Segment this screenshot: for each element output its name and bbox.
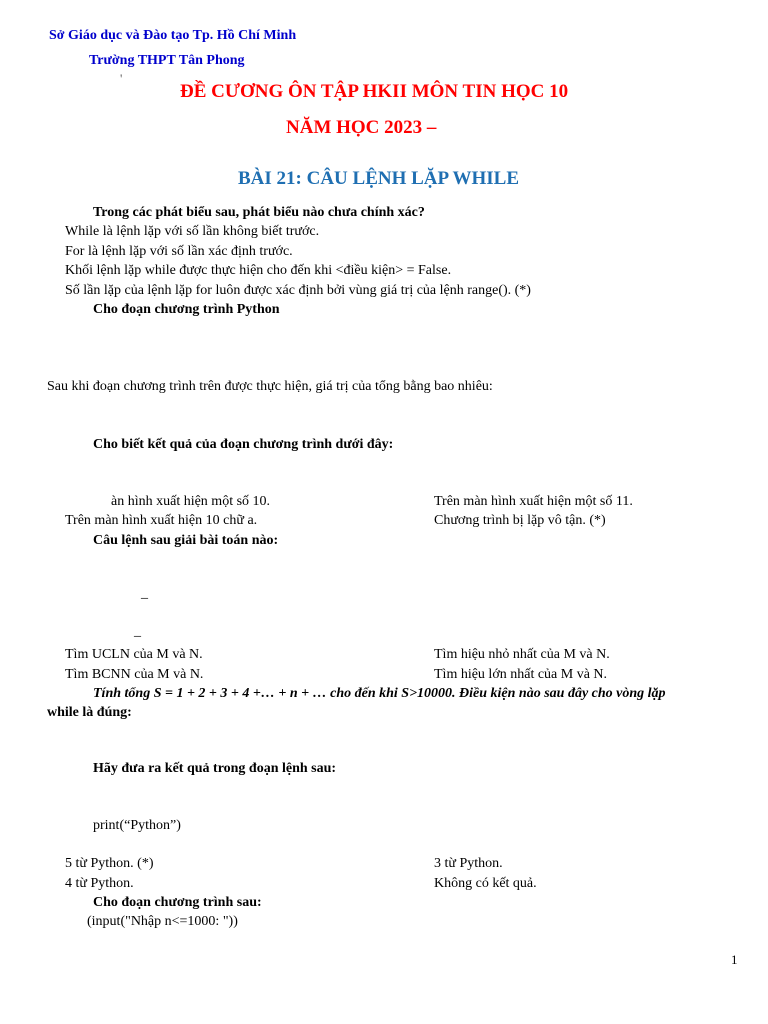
q7-code: (input("Nhập n<=1000: ")) xyxy=(87,914,238,929)
q1-option-d: Số lần lặp của lệnh lặp for luôn được xác định bởi vùng giá trị của lệnh range(). (*) xyxy=(65,283,531,298)
page-number: 1 xyxy=(731,952,738,967)
q6-option-b: 3 từ Python. xyxy=(434,856,503,871)
q3-option-c: Trên màn hình xuất hiện 10 chữ a. xyxy=(65,513,258,528)
stray-mark: ' xyxy=(120,71,123,86)
q4-option-a: Tìm UCLN của M và N. xyxy=(65,647,203,662)
q3-option-a: àn hình xuất hiện một số 10. xyxy=(111,494,271,509)
q3-question: Cho biết kết quả của đoạn chương trình dưới đây: xyxy=(93,437,394,452)
q1-option-b: For là lệnh lặp với số lần xác định trước. xyxy=(65,244,293,259)
school-name: Trường THPT Tân Phong xyxy=(89,53,245,68)
q3-option-b: Trên màn hình xuất hiện một số 11. xyxy=(434,494,633,509)
q4-code-dash-2: _ xyxy=(134,624,141,639)
q4-code-dash-1: _ xyxy=(141,586,148,601)
q6-option-d: Không có kết quả. xyxy=(434,876,537,891)
q7-question: Cho đoạn chương trình sau: xyxy=(93,895,262,910)
q6-option-a: 5 từ Python. (*) xyxy=(65,856,154,871)
q6-question: Hãy đưa ra kết quả trong đoạn lệnh sau: xyxy=(93,761,337,776)
department-name: Sở Giáo dục và Đào tạo Tp. Hồ Chí Minh xyxy=(49,28,297,43)
q5-question-line-2: while là đúng: xyxy=(47,705,132,720)
document-title: ĐỀ CƯƠNG ÔN TẬP HKII MÔN TIN HỌC 10 xyxy=(180,81,569,102)
lesson-heading: BÀI 21: CÂU LỆNH LẶP WHILE xyxy=(238,168,520,189)
q6-option-c: 4 từ Python. xyxy=(65,876,134,891)
q2-question: Cho đoạn chương trình Python xyxy=(93,302,280,317)
school-year: NĂM HỌC 2023 – xyxy=(286,117,437,138)
q6-code: print(“Python”) xyxy=(93,818,181,833)
q3-option-d: Chương trình bị lặp vô tận. (*) xyxy=(434,513,606,528)
q4-option-b: Tìm hiệu nhỏ nhất của M và N. xyxy=(434,647,610,662)
q4-question: Câu lệnh sau giải bài toán nào: xyxy=(93,533,279,548)
q4-option-c: Tìm BCNN của M và N. xyxy=(65,667,204,682)
q1-question: Trong các phát biểu sau, phát biểu nào chưa chính xác? xyxy=(93,205,425,220)
q1-option-c: Khối lệnh lặp while được thực hiện cho đến khi <điều kiện> = False. xyxy=(65,263,452,278)
q1-option-a: While là lệnh lặp với số lần không biết trước. xyxy=(65,224,320,239)
q2-followup: Sau khi đoạn chương trình trên được thực hiện, giá trị của tổng bằng bao nhiêu: xyxy=(47,379,493,394)
q5-question-line-1: Tính tổng S = 1 + 2 + 3 + 4 +… + n + … cho đến khi S>10000. Điều kiện nào sau đây cho vòng lặp xyxy=(93,686,666,701)
q4-option-d: Tìm hiệu lớn nhất của M và N. xyxy=(434,667,608,682)
